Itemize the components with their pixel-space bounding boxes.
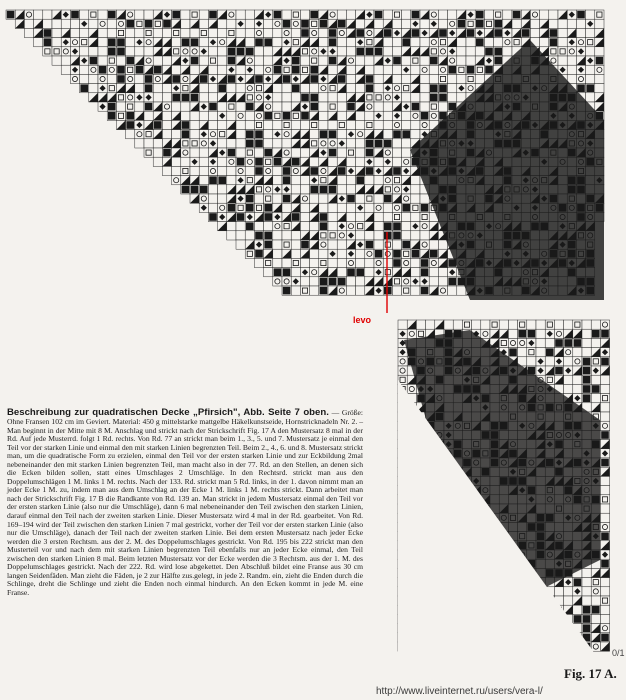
corner-tag: 0/1	[612, 648, 625, 658]
description-title: Beschreibung zur quadratischen Decke „Pfirsich", Abb. Seite 7 oben.	[7, 407, 329, 418]
annotation-label: levo	[353, 315, 372, 325]
description-block	[7, 408, 363, 597]
watermark-url[interactable]: http://www.liveinternet.ru/users/vera-l/	[376, 686, 543, 697]
description-body: — Größe: Ohne Fransen 102 cm im Geviert. Material: 450 g mittelstarke mattgelbe Häkelkunstseide, Hornstricknadeln Nr. 2. – Man beginnt in der Mitte mit 8 M. Anschlag und strickt nach der Strickschrift Fig. 17 A den Mustersatz 8 mal in der Rd. Auf jede Musterrd. folgt 1 Rd. rechts. Von Rd. 77 an strickt man beim 1., 3., 5. und 7. Mustersatz je einmal den Teil vor der starken Linie und einmal den mit starken Linien begrenzten Teil. Beim 2., 4., 6. und 8. Mustersatz strickt man, um die quadratische Form zu erzielen, einmal den Teil vor der ersten starken Linie und zur Eckbildung 2mal nebeneinander den mit starken Linien begrenzten Teil, man macht also in der 77. Rd. an den Stellen, an denen sich die Ecken bilden sollen, statt eines Umschlages 2 Umschläge. In den Rechtsrd. strickt man aus den Doppelumschlägen 1 M. links 1 M. rechts. Nach der 133. Rd. strickt man 5 Rd. links, in der 1. davon nimmt man an jeder Ecke 1 M. zu, indem man aus dem Umschlag an der Ecke 1 M. links 1 M. rechts strickt. Dann arbeitet man nach der Strickschrift Fig. 17 B die Randkante von Rd. 139 an. Man strickt in jedem Mustersatz einmal den Teil vor der ersten starken Linie (also nur die Umschläge), dann 6 mal nebeneinander den Teil zwischen den starken Linien, darauf einmal den Teil nach der zweiten starken Linie. Dieser Mustersatz wird 4 mal in der Rd. gearbeitet. Von Rd. 169–194 wird der Teil zwischen den starken Linien 7 mal gestrickt, vorher der Teil vor der ersten starken Linie (also nur die Umschläge), danach der Teil nach der zweiten starken Linie. Bei dem ersten Mustersatz nach jeder Ecke werden die 3 ersten Rechtsm. aus der 2. M. des Doppelumschlages gestrickt. Von Rd. 195 bis 222 strickt man den Musterteil vor und nach dem mit starken Linien begrenzten Teil ebenfalls nur an jeder Ecke einmal, den Teil zwischen den starken Linien 8 mal. Beim letzten Mustersatz vor der Ecke werden die 3 Rechtsm. aus der 1. M. des Doppelumschlages gestrickt. Nach der 222. Rd. wird lose abgekettet. Den Abschluß bildet eine Franse aus 30 cm langen Seidenfäden. Man zieht die Fäden, je 2 zur Hälfte zus.gelegt, in jede 2. Randm. ein, zieht die Enden durch die Schlinge, dreht die Schlinge und zieht die Enden noch einmal hindurch. An den Ecken kommt in jede M. eine Franse.	[7, 408, 363, 597]
figure-label: Fig. 17 A.	[564, 666, 617, 681]
